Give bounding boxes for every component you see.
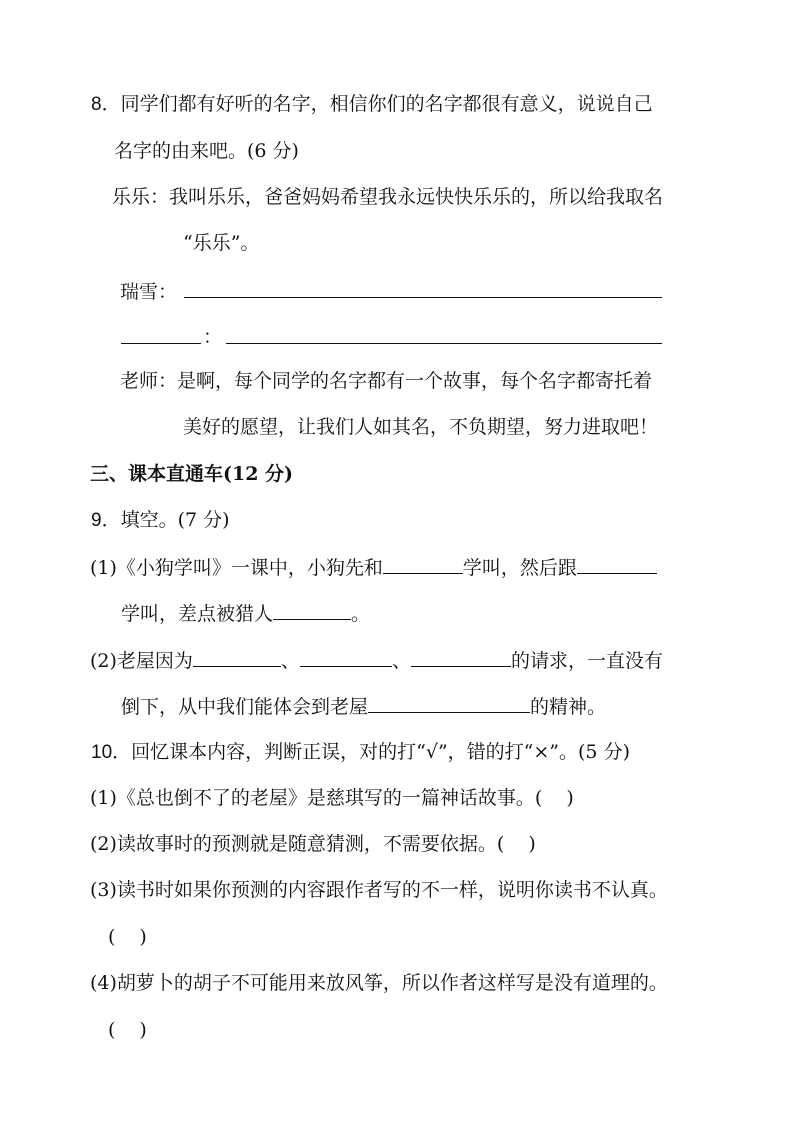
q9-p1-text-d: 。 <box>351 603 371 625</box>
q8-lele-speaker: 乐乐： <box>112 186 170 208</box>
q8-prompt-text1: 同学们都有好听的名字，相信你们的名字都很有意义，说说自己 <box>120 93 653 115</box>
q9-p1-blank2[interactable] <box>577 553 657 574</box>
q10-prompt: 回忆课本内容，判断正误，对的打“√”，错的打“×”。(5 分) <box>131 741 630 763</box>
q9-p2-blank3[interactable] <box>411 646 511 667</box>
q8-teacher-line1 <box>120 367 652 395</box>
q10-item2-paren-open: ( <box>496 833 505 855</box>
q9-p2-sep2: 、 <box>391 650 411 672</box>
q10-prompt-line <box>91 738 630 766</box>
q8-teacher-line2: 美好的愿望，让我们人如其名，不负期望，努力进取吧！ <box>183 416 659 438</box>
q10-item1-paren-close: ) <box>566 787 574 809</box>
q8-ruixue-answer-blank[interactable] <box>184 297 662 298</box>
q10-item1-paren-open: ( <box>534 787 543 809</box>
q8-prompt-line2: 名字的由来吧。(6 分) <box>114 140 299 162</box>
q10-item2 <box>90 830 536 858</box>
q8-name-blank[interactable] <box>121 343 201 344</box>
q9-p2-text-c: 倒下，从中我们能体会到老屋 <box>121 696 369 718</box>
q8-lele-text1: 我叫乐乐，爸爸妈妈希望我永远快快乐乐的，所以给我取名 <box>169 186 664 208</box>
q9-p2-line1 <box>90 646 663 674</box>
q9-p1-text-b: 学叫，然后跟 <box>462 557 577 579</box>
q10-item4-answer-line <box>108 1016 147 1044</box>
q8-ruixue-speaker: 瑞雪： <box>120 281 178 303</box>
q9-p1-blank3[interactable] <box>273 599 351 620</box>
q9-p2-sep1: 、 <box>280 650 300 672</box>
q9-prompt-line <box>91 506 230 534</box>
q8-number: 8． <box>91 94 121 115</box>
q9-p1-blank1[interactable] <box>383 553 463 574</box>
q8-name-answer-blank[interactable] <box>226 343 662 344</box>
q9-p2-text-b: 的请求，一直没有 <box>510 650 663 672</box>
q9-p2-blank4[interactable] <box>368 692 530 713</box>
q9-p1-line2 <box>121 599 370 627</box>
q8-blank-colon: ： <box>203 326 223 348</box>
q9-prompt: 填空。(7 分) <box>120 509 230 531</box>
q10-item3-answer-line <box>108 923 147 951</box>
q9-p2-text-d: 的精神。 <box>530 696 607 718</box>
q9-p2-blank2[interactable] <box>300 646 392 667</box>
q9-p1-text-c: 学叫，差点被猎人 <box>121 603 274 625</box>
q10-item3-text: (3)读书时如果你预测的内容跟作者写的不一样，说明你读书不认真。 <box>90 879 668 901</box>
q10-item1 <box>90 784 574 812</box>
q10-item1-text: (1)《总也倒不了的老屋》是慈琪写的一篇神话故事。 <box>90 787 535 809</box>
q10-item4-text: (4)胡萝卜的胡子不可能用来放风筝，所以作者这样写是没有道理的。 <box>90 972 668 994</box>
q8-teacher-speaker: 老师： <box>120 370 178 392</box>
q10-item4-paren-close: ) <box>139 1019 147 1041</box>
q10-item2-paren-close: ) <box>528 833 536 855</box>
section3-heading: 三、课本直通车(12 分) <box>90 463 294 485</box>
q8-lele-line2: “乐乐”。 <box>183 232 260 254</box>
q9-p2-text-a: (2)老屋因为 <box>90 650 193 672</box>
q8-teacher-text1: 是啊，每个同学的名字都有一个故事，每个名字都寄托着 <box>177 370 653 392</box>
q10-item3-paren-close: ) <box>139 926 147 948</box>
q10-number: 10． <box>91 742 132 763</box>
q10-item4-paren-open: ( <box>108 1019 116 1041</box>
q8-prompt-line1 <box>91 90 653 118</box>
q9-p2-blank1[interactable] <box>193 646 281 667</box>
q8-lele-line1 <box>112 183 663 211</box>
q10-item3-paren-open: ( <box>108 926 116 948</box>
q9-p1-line1 <box>90 553 657 581</box>
q9-number: 9． <box>91 510 121 531</box>
q9-p2-line2 <box>121 692 606 720</box>
q9-p1-text-a: (1)《小狗学叫》一课中，小狗先和 <box>90 557 383 579</box>
q10-item2-text: (2)读故事时的预测就是随意猜测，不需要依据。 <box>90 833 497 855</box>
